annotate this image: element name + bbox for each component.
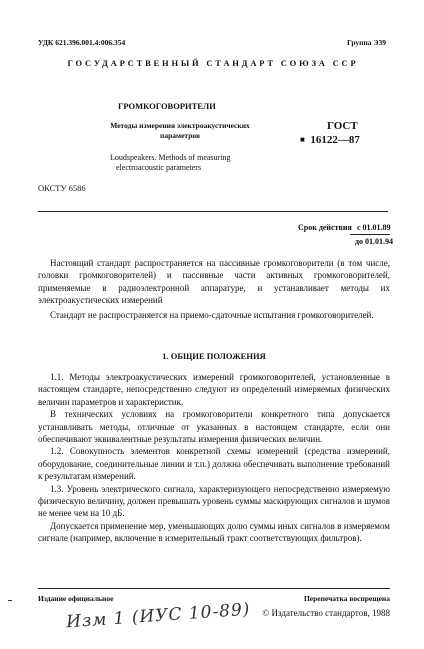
udk-code: УДК 621.396.001.4:006.354 [38,38,126,47]
paragraph-1-3-cont: Допускается применение мер, уменьшающих долю суммы иных сигналов в измеряемом сигнале (например, включение в измерительный тракт соответствующих фильтров). [38,520,390,544]
english-title [100,153,270,173]
validity-rule [350,234,390,235]
paragraph-1-1: 1.1. Методы электроакустических измерений громкоговорителей, установленные в настоящем стандарте, непосредственно следуют из определений измеряемых физических величин параметров и характеристик. [38,372,390,407]
document-title: ГРОМКОГОВОРИТЕЛИ [118,101,216,111]
section-heading: 1. ОБЩИЕ ПОЛОЖЕНИЯ [162,351,266,361]
gost-block [300,120,360,147]
english-line-2: electroacoustic parameters [116,163,202,172]
group-code: Группа Э39 [347,38,386,47]
validity-to: до 01.01.94 [355,237,394,246]
divider-top [38,211,388,212]
okstu-code: ОКСТУ 6586 [38,183,86,193]
subtitle-line-1: Методы измерения электроакустических [110,121,250,130]
intro-paragraph-1: Настоящий стандарт распространяется на пассивные громкоговорители (в том числе, головки громкоговорителей) и пассивные части активных громкоговорителей, применяемые в радиоэлектронной аппаратуре, и устанавливает методы их электроакустических измерений [38,258,390,306]
document-subtitle [100,121,260,141]
subtitle-line-2: параметров [160,131,200,140]
intro [38,257,390,321]
reprint-notice: Перепечатка воспрещена [303,594,390,603]
margin-mark [8,600,12,601]
validity-label: Срок действия [298,223,352,232]
paragraph-1-2: 1.2. Совокупность элементов конкретной схемы измерений (средства измерений, оборудование, соединительные линии и т.п.) должна обеспечивать выполнение требований к результатам измерений. [38,446,390,482]
official-edition: Издание официальное [38,594,114,603]
intro-paragraph-2: Стандарт не распространяется на приемо-сдаточные испытания громкоговорителей. [50,309,374,320]
paragraph-1-1-cont: В технических условиях на громкоговорители конкретного типа допускается устанавливать методы, отличные от указанных в настоящем стандарте, если они обеспечивают эквивалентные результаты измерения физических величин. [38,409,390,445]
gost-label: ГОСТ [327,120,358,132]
handwritten-note: Изм 1 (ИУС 10-89) [65,599,252,633]
divider-bottom [38,588,390,589]
standard-banner: ГОСУДАРСТВЕННЫЙ СТАНДАРТ СОЮЗА ССР [67,58,359,68]
english-line-1: Loudspeakers. Methods of measuring [110,153,231,162]
gost-number: ■ 16122—87 [300,134,360,146]
copyright: © Издательство стандартов, 1988 [262,608,390,618]
section-1-body [38,371,390,545]
validity-from: с 01.01.89 [357,223,391,232]
paragraph-1-3: 1.3. Уровень электрического сигнала, характеризующего непосредственно измеряемую физическую величину, должен превышать уровень суммы маскирующих сигналов и шумов не менее чем на 10 дБ. [38,483,390,519]
